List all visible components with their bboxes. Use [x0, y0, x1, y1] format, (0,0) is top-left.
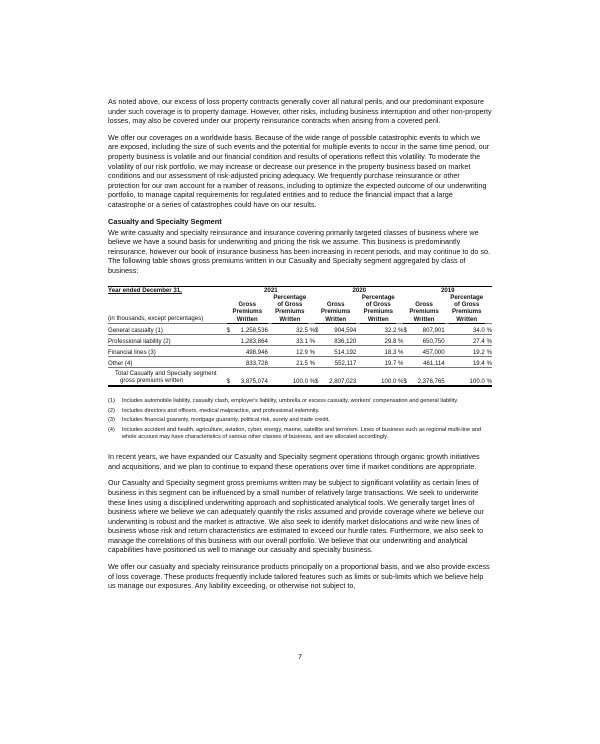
footnote-number: (4): [108, 426, 115, 433]
total-value: 2,376,765: [409, 367, 445, 386]
year-2019-header: 2019: [403, 286, 492, 294]
cell-value: 836,120: [321, 334, 357, 345]
colhead-pct: Written: [272, 315, 308, 324]
colhead-pct: of Gross: [365, 300, 391, 308]
table-row: [108, 356, 492, 367]
currency-sign: $: [315, 323, 321, 334]
paragraph-expansion: In recent years, we have expanded our Casualty and Specialty segment operations through organic growth initiatives and acquisitions, and we plan to continue to expand these operations over time if market conditions are appropriate.: [108, 452, 480, 471]
cell-value: 552,117: [321, 356, 357, 367]
pct-sign: %: [485, 356, 492, 367]
row-label: Professional liability (2): [108, 334, 227, 345]
colhead-pct: Premiums: [363, 307, 393, 315]
colhead-pct: Written: [449, 315, 485, 324]
footnote-text: Includes accident and health, agriculture, aviation, cyber, energy, marine, satellite and terrorism. Lines of business such as regional multi-line and whole account may have characteristics of various other classes of business, and are allocated accordingly.: [122, 426, 482, 440]
table-row: [108, 345, 492, 356]
pct-sign: %: [396, 356, 403, 367]
colhead-pct: of Gross: [454, 300, 480, 308]
cell-pct: 29.8: [360, 334, 396, 345]
cell-pct: 12.9: [272, 345, 308, 356]
colhead-gross: Premiums: [232, 307, 262, 315]
pct-sign: %: [485, 323, 492, 334]
cell-value: 904,594: [321, 323, 357, 334]
pct-sign: %: [308, 334, 315, 345]
footnote: [108, 408, 492, 415]
year-2021-header: 2021: [227, 286, 315, 294]
footnote: [108, 398, 492, 405]
colhead-pct: Percentage: [273, 293, 307, 301]
total-pct: 100.0: [272, 367, 308, 386]
colhead-gross: Premiums: [409, 307, 439, 315]
table-row: [108, 334, 492, 345]
year-2020-header: 2020: [315, 286, 403, 294]
paragraph-products: We offer our casualty and specialty reinsurance products principally on a proportional basis, and we also provide excess of loss coverage. These products frequently include tailored features such as limits or sub-limits which we believe help us manage our exposures. Any liability exceeding, or otherwise not subject to,: [108, 562, 490, 591]
currency-sign: $: [227, 367, 233, 386]
cell-pct: 19.4: [449, 356, 485, 367]
pct-sign: %: [485, 334, 492, 345]
section-heading-casualty: Casualty and Specialty Segment: [108, 216, 222, 226]
table-colhead-row-3: [108, 308, 492, 315]
cell-pct: 21.5: [272, 356, 308, 367]
pct-sign: %: [485, 345, 492, 356]
table-row: [108, 323, 492, 334]
table-total-row: [108, 367, 492, 386]
document-page: [108, 97, 492, 598]
pct-sign: %: [308, 323, 315, 334]
year-ended-label: Year ended December 31,: [108, 286, 227, 294]
colhead-pct: Premiums: [451, 307, 482, 315]
gross-premiums-table: [108, 286, 492, 388]
colhead-pct: Percentage: [361, 293, 395, 301]
total-label-line-2: gross premiums written: [120, 377, 183, 385]
pct-sign: %: [308, 345, 315, 356]
cell-pct: 33.1: [272, 334, 308, 345]
footnote-number: (3): [108, 417, 115, 424]
total-value: 3,875,074: [232, 367, 268, 386]
total-label-line-1: Total Casualty and Specialty segment: [115, 369, 217, 377]
units-label: (in thousands, except percentages): [108, 314, 204, 322]
footnote-text: Includes automobile liability, casualty clash, employer's liability, umbrella or excess casualty, workers' compensation and general liability.: [122, 398, 459, 405]
cell-pct: 18.3: [360, 345, 396, 356]
table-colhead-row-1: [108, 294, 492, 301]
colhead-gross: Written: [315, 315, 356, 324]
colhead-gross: Premiums: [320, 307, 351, 315]
cell-value: 514,192: [321, 345, 357, 356]
row-label: Other (4): [108, 356, 227, 367]
cell-value: 807,901: [409, 323, 445, 334]
colhead-gross: Gross: [415, 300, 433, 308]
table-colhead-row-4: [108, 315, 492, 324]
colhead-gross: Gross: [326, 300, 345, 308]
footnote: [108, 417, 492, 424]
pct-sign: %: [396, 367, 403, 386]
footnote: [108, 427, 492, 440]
pct-sign: %: [396, 345, 403, 356]
cell-value: 1,258,536: [232, 323, 268, 334]
footnote-text: Includes financial guaranty, mortgage guaranty, political risk, surety and trade credit.: [122, 417, 330, 424]
cell-pct: 32.5: [272, 323, 308, 334]
cell-pct: 32.2: [360, 323, 396, 334]
pct-sign: %: [396, 334, 403, 345]
pct-sign: %: [485, 367, 492, 386]
paragraph-casualty-intro: We write casualty and specialty reinsurance and insurance covering primarily targeted classes of business where we believe we have a sound basis for underwriting and pricing the risk we assume. This business is predominantly reinsurance, however our book of insurance business has been increasing in recent periods, and may continue to do so. The following table shows gross premiums written in our Casualty and Specialty segment aggregated by class of business:: [108, 227, 490, 275]
colhead-pct: Written: [360, 315, 396, 324]
colhead-pct: Premiums: [275, 307, 305, 315]
colhead-gross: Written: [403, 315, 444, 324]
pct-sign: %: [308, 356, 315, 367]
page-number: 7: [298, 652, 302, 661]
cell-value: 650,750: [409, 334, 445, 345]
cell-pct: 19.2: [449, 345, 485, 356]
row-label: General casualty (1): [108, 323, 227, 334]
cell-value: 833,728: [232, 356, 268, 367]
colhead-gross: Gross: [238, 300, 257, 308]
currency-sign: $: [403, 367, 409, 386]
currency-sign: $: [315, 367, 321, 386]
total-label: [108, 367, 227, 386]
paragraph-worldwide-coverage: We offer our coverages on a worldwide basis. Because of the wide range of possible catastrophic events to which we are exposed, including the size of such events and the potential for multiple events to occur in the same time period, our property business is volatile and our financial condition and results of operations reflect this volatility. To moderate the volatility of our risk portfolio, we may increase or decrease our presence in the property business based on market conditions and our assessment of risk-adjusted pricing adequacy. We frequently purchase reinsurance or other protection for our own account for a number of reasons, including to optimize the expected outcome of our underwriting portfolio, to manage capital requirements for regulated entities and to reduce the financial impact that a large catastrophe or a series of catastrophes could have on our results.: [108, 132, 490, 209]
cell-value: 457,000: [409, 345, 445, 356]
total-pct: 100.0: [449, 367, 485, 386]
pct-sign: %: [308, 367, 315, 386]
paragraph-volatility: Our Casualty and Specialty segment gross premiums written may be subject to significant volatility as certain lines of business in this segment can be influenced by a small number of relatively large transactions. We seek to underwrite these lines using a disciplined underwriting approach and sophisticated analytical tools. We generally target lines of business where we believe we can adequately quantify the risks assumed and provide coverage where we believe our underwriting is robust and the market is attractive. We also seek to identify market dislocations and write new lines of business whose risk and return characteristics are estimated to exceed our hurdle rates. Furthermore, we also seek to manage the correlations of this business with our overall portfolio. We believe that our underwriting and analytical capabilities have positioned us well to manage our casualty and specialty business.: [108, 478, 484, 555]
colhead-gross: Written: [227, 315, 268, 324]
currency-sign: $: [403, 323, 409, 334]
cell-pct: 34.0: [449, 323, 485, 334]
cell-pct: 19.7: [360, 356, 396, 367]
footnote-number: (2): [108, 407, 115, 414]
footnote-number: (1): [108, 398, 115, 405]
total-value: 2,807,023: [321, 367, 357, 386]
cell-pct: 27.4: [449, 334, 485, 345]
paragraph-property-coverage: As noted above, our excess of loss property contracts generally cover all natural perils, and our predominant exposure under such coverage is to property damage. However, other risks, including business interruption and other non-property losses, may also be covered under our property reinsurance contracts when arising from a covered peril.: [108, 97, 492, 126]
row-label: Financial lines (3): [108, 345, 227, 356]
table-colhead-row-2: [108, 301, 492, 308]
table-year-row: [108, 286, 492, 294]
colhead-pct: Percentage: [450, 293, 484, 301]
cell-value: 498,946: [232, 345, 268, 356]
cell-value: 1,283,864: [232, 334, 268, 345]
colhead-pct: of Gross: [277, 300, 303, 308]
cell-value: 461,114: [409, 356, 445, 367]
footnote-text: Includes directors and officers, medical malpractice, and professional indemnity.: [122, 407, 320, 414]
currency-sign: $: [227, 323, 233, 334]
pct-sign: %: [396, 323, 403, 334]
total-pct: 100.0: [360, 367, 396, 386]
